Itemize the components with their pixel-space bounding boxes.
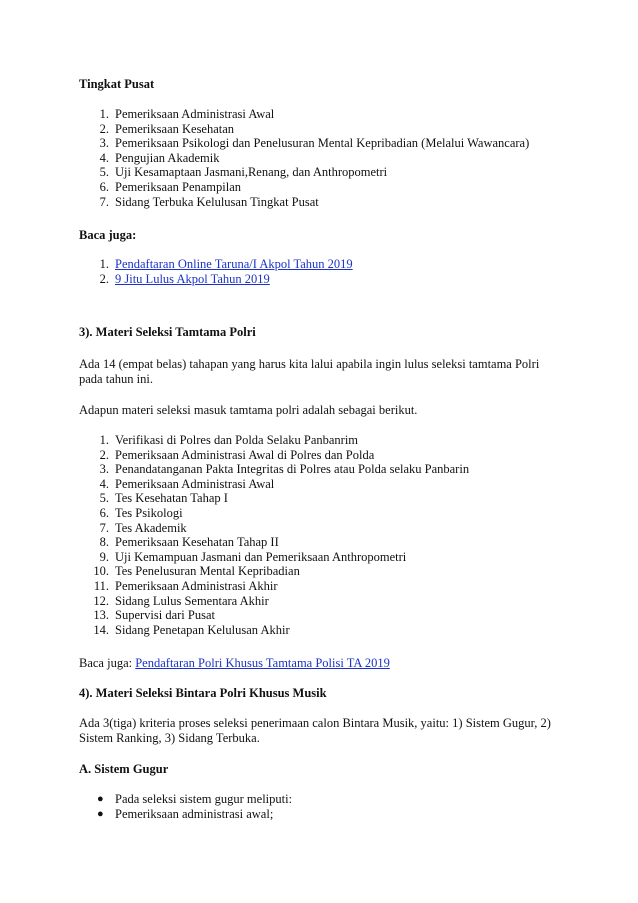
list-item: 8. Pemeriksaan Kesehatan Tahap II (99, 535, 279, 550)
list-item: 5. Uji Kesamaptaan Jasmani,Renang, dan Anthropometri (99, 165, 388, 180)
gugur-list (79, 792, 559, 821)
section-title: 4). Materi Seleksi Bintara Polri Khusus Musik (79, 686, 327, 700)
list-item: 6. Pemeriksaan Penampilan (99, 179, 242, 194)
list-item: 14. Sidang Penetapan Kelulusan Akhir (93, 622, 290, 637)
section-title: Tingkat Pusat (79, 77, 155, 91)
list-item: 7. Tes Akademik (99, 520, 187, 535)
paragraph: Ada 3(tiga) kriteria proses seleksi penerimaan calon Bintara Musik, yaitu: 1) Sistem Gugur, 2) Sistem Ranking, 3) Sidang Terbuka. (79, 716, 551, 745)
link-pendaftaran-tamtama[interactable]: Pendaftaran Polri Khusus Tamtama Polisi TA 2019 (135, 656, 390, 670)
list-item: 7. Sidang Terbuka Kelulusan Tingkat Pusat (99, 194, 319, 209)
list-item: 4. Pemeriksaan Administrasi Awal (99, 476, 275, 491)
list-item: 13. Supervisi dari Pusat (93, 608, 215, 623)
baca-juga-heading: Baca juga: (79, 228, 137, 242)
section-tamtama (79, 325, 559, 340)
tamtama-list (79, 433, 559, 637)
section-bintara (79, 686, 559, 701)
baca-juga-inline (79, 656, 559, 671)
list-item: 5. Tes Kesehatan Tahap I (99, 491, 228, 506)
list-item: 10. Tes Penelusuran Mental Kepribadian (93, 564, 300, 579)
list-item: 12. Sidang Lulus Sementara Akhir (93, 593, 269, 608)
list-item: 9. Uji Kemampuan Jasmani dan Pemeriksaan Anthropometri (99, 549, 407, 564)
section-sistem-gugur (79, 762, 559, 777)
list-item: 11. Pemeriksaan Administrasi Akhir (93, 578, 278, 593)
list-item: 3. Penandatanganan Pakta Integritas di Polres atau Polda selaku Panbarin (99, 462, 470, 477)
paragraph (79, 656, 559, 671)
paragraph: Ada 14 (empat belas) tahapan yang harus kita lalui apabila ingin lulus seleksi tamtama Polri pada tahun ini. (79, 357, 540, 386)
baca-juga-label: Baca juga: (79, 656, 136, 670)
baca-juga-heading-block (79, 228, 559, 243)
tamtama-intro-block (79, 357, 561, 386)
section-title: 3). Materi Seleksi Tamtama Polri (79, 325, 256, 339)
list-item: 1. Verifikasi di Polres dan Polda Selaku Panbanrim (99, 433, 359, 447)
list-item: 1. Pemeriksaan Administrasi Awal (99, 107, 275, 121)
list-item: 2. 9 Jitu Lulus Akpol Tahun 2019 (99, 271, 270, 286)
list-item: 4. Pengujian Akademik (99, 150, 220, 165)
list-item: 2. Pemeriksaan Kesehatan (99, 121, 235, 136)
section-title: A. Sistem Gugur (79, 762, 169, 776)
paragraph: Adapun materi seleksi masuk tamtama polri adalah sebagai berikut. (79, 403, 418, 417)
list-item: 1. Pendaftaran Online Taruna/I Akpol Tahun 2019 (99, 257, 353, 271)
list-item: 2. Pemeriksaan Administrasi Awal di Polres dan Polda (99, 447, 375, 462)
list-item: 3. Pemeriksaan Psikologi dan Penelusuran Mental Kepribadian (Melalui Wawancara) (99, 136, 530, 151)
list-item: ● Pada seleksi sistem gugur meliputi: (97, 792, 293, 806)
link-jitu-akpol[interactable]: 9 Jitu Lulus Akpol Tahun 2019 (115, 271, 270, 286)
list-item: ● Pemeriksaan administrasi awal; (97, 806, 274, 821)
pusat-list (79, 107, 559, 209)
list-item: 6. Tes Psikologi (99, 505, 183, 520)
section-tingkat-pusat (79, 77, 559, 92)
bintara-intro-block (79, 716, 561, 745)
tamtama-lead-block (79, 403, 559, 418)
baca-juga-list (79, 257, 559, 286)
link-pendaftaran-akpol[interactable]: Pendaftaran Online Taruna/I Akpol Tahun 2019 (115, 257, 353, 271)
